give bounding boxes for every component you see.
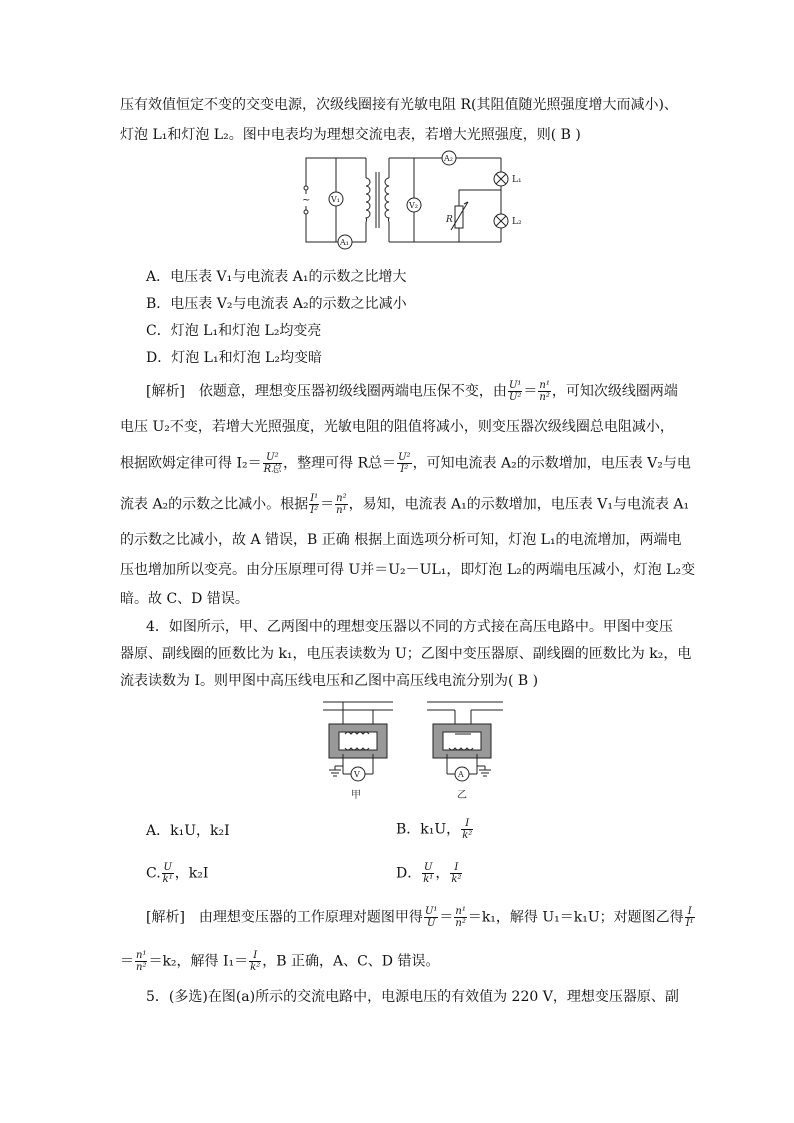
fraction: $\frac{I}{\text{k²}}$	[451, 862, 462, 885]
q4-exp-text: ＝k₂，解得 I₁＝	[148, 953, 249, 970]
q4-transformer-diagrams	[323, 698, 503, 808]
q4-exp-text: [解析] 由理想变压器的工作原理对题图甲得	[146, 909, 423, 926]
figure-yi-label: 乙	[457, 790, 467, 801]
lamp-l1-label: L₁	[512, 175, 522, 185]
jia-voltmeter-label: V	[354, 770, 360, 779]
q3-exp-text: ，易知，电流表 A₁的示数增加，电压表 V₁与电流表 A₁	[348, 496, 690, 513]
q3-explanation-line-6: 压也增加所以变亮。由分压原理可得 U并＝U₂－UL₁，即灯泡 L₂的两端电压减小，灯泡 L₂变	[120, 562, 696, 578]
q4-exp-text: ，B 正确，A、C、D 错误。	[262, 953, 440, 970]
q4-exp-text: ＝	[120, 953, 134, 970]
q4-explanation-line-1: [解析] 由理想变压器的工作原理对题图甲得 $\frac{\text{U¹}}{U}$ ＝ $\frac{\text{n¹}}{\text{n²}}$ ＝k₁，解得 U₁＝k₁U；对题图乙得 $\frac{I}{\text{I¹}}$	[146, 906, 694, 929]
ammeter-a2-label: A₂	[444, 154, 453, 163]
fraction: $\frac{I}{\text{I¹}}$	[685, 906, 694, 929]
q5-stem-line-1: 5．(多选)在图(a)所示的交流电路中，电源电压的有效值为 220 V，理想变压器原、副	[146, 989, 679, 1005]
q3-option-b: B．电压表 V₂与电流表 A₂的示数之比减小	[146, 296, 407, 312]
q4-option-c	[146, 862, 208, 885]
fraction: $\frac{\text{U²}}{\text{I²}}$	[398, 452, 411, 475]
q3-explanation-line-7: 暗。故 C、D 错误。	[120, 591, 249, 607]
q4-option-c-text: C.	[146, 865, 161, 882]
q3-exp-text: 流表 A₂的示数之比减小。根据	[120, 496, 309, 513]
fraction	[162, 862, 174, 885]
fraction: $\frac{\text{I¹}}{\text{I²}}$	[310, 493, 319, 516]
q3-stem-line-2: 灯泡 L₁和灯泡 L₂。图中电表均为理想交流电表，若增大光照强度，则( B )	[120, 127, 581, 143]
q4-option-b-text: B．k₁U，	[396, 821, 461, 838]
voltmeter-v1-label: V₁	[331, 195, 340, 204]
fraction: $\frac{I}{\text{k²}}$	[250, 950, 261, 973]
q4-stem-line-2: 器原、副线圈的匝数比为 k₁，电压表读数为 U；乙图中变压器原、副线圈的匝数比为 k₂，电	[120, 646, 692, 662]
q3-exp-text: [解析] 依题意，理想变压器初级线圈两端电压保不变，由	[146, 383, 507, 400]
fraction: $\frac{\text{U¹}}{U}$	[424, 906, 438, 929]
q4-explanation-line-2	[120, 950, 439, 973]
q3-exp-text: 根据欧姆定律可得 I₂＝	[120, 455, 262, 472]
figure-jia-label: 甲	[351, 790, 361, 801]
fraction-numerator: I	[461, 818, 473, 830]
q4-option-a: A．k₁U，k₂I	[146, 823, 230, 839]
ac-source-label: ~	[302, 195, 311, 206]
q3-explanation-line-2: 电压 U₂不变，若增大光照强度，光敏电阻的阻值将减小，则变压器次级线圈总电阻减小，	[120, 419, 674, 435]
fraction: $\frac{\text{n¹}}{\text{n²}}$	[539, 380, 550, 403]
q4-stem-line-1: 4．如图所示，甲、乙两图中的理想变压器以不同的方式接在高压电路中。甲图中变压	[146, 619, 673, 635]
q4-exp-text: ＝k₁，解得 U₁＝k₁U；对题图乙得	[467, 909, 684, 926]
q3-option-d: D．灯泡 L₁和灯泡 L₂均变暗	[146, 350, 322, 366]
lamp-l2-label: L₂	[512, 217, 522, 227]
ammeter-a1-label: A₁	[340, 238, 349, 247]
q3-stem-line-1: 压有效值恒定不变的交变电源，次级线圈接有光敏电阻 R(其阻值随光照强度增大而减小)、	[120, 97, 678, 113]
resistor-r-label: R	[446, 215, 453, 225]
q3-exp-text: ，可知电流表 A₂的示数增加，电压表 V₂与电	[412, 455, 691, 472]
q3-exp-text: ，可知次级线圈两端	[551, 383, 678, 400]
fraction	[461, 818, 473, 841]
q4-stem-line-3: 流表读数为 I。则甲图中高压线电压和乙图中高压线电流分别为( B )	[120, 673, 539, 689]
fraction: $\frac{\text{n¹}}{\text{n²}}$	[136, 950, 147, 973]
q3-option-c: C．灯泡 L₁和灯泡 L₂均变亮	[146, 323, 322, 339]
q3-explanation-line-1: [解析] 依题意，理想变压器初级线圈两端电压保不变，由 $\frac{\text{U¹}}{\text{U²}}$ ＝ $\frac{\text{n¹}}{\text{n²}}$ ，可知次级线圈两端	[146, 380, 678, 403]
q4-option-c-text: ，k₂I	[174, 865, 209, 882]
fraction-numerator: U	[163, 862, 172, 873]
q3-explanation-line-5: 的示数之比减小，故 A 错误，B 正确 根据上面选项分析可知，灯泡 L₁的电流增加，两端电	[120, 532, 682, 548]
fraction-denominator: k²	[462, 830, 473, 841]
q3-exp-text: ，整理可得 R总＝	[283, 455, 397, 472]
q4-option-d-text: D．	[396, 865, 422, 882]
q3-option-a: A．电压表 V₁与电流表 A₁的示数之比增大	[146, 269, 407, 285]
fraction: $\frac{\text{n¹}}{\text{n²}}$	[455, 906, 466, 929]
q3-explanation-line-3	[120, 452, 691, 475]
fraction: $\frac{U}{\text{k¹}}$	[423, 862, 434, 885]
fraction: $\frac{\text{n²}}{\text{n¹}}$	[336, 493, 347, 516]
yi-ammeter-label: A	[458, 770, 464, 779]
q3-explanation-line-4: 流表 A₂的示数之比减小。根据 $\frac{\text{I¹}}{\text{I²}}$ ＝ $\frac{\text{n²}}{\text{n¹}}$ ，易知，电流表 A₁的示数增加，电压表 V₁与电流表 A₁	[120, 493, 690, 516]
q4-option-b	[396, 818, 474, 841]
fraction: $\frac{\text{U¹}}{\text{U²}}$	[508, 380, 522, 403]
q3-circuit-diagram	[296, 150, 526, 250]
q4-option-d: D． $\frac{U}{\text{k¹}}$ ， $\frac{I}{\text{k²}}$	[396, 862, 462, 885]
fraction: $\frac{\text{U²}}{\text{R总}}$	[263, 452, 282, 475]
fraction-denominator: k¹	[162, 874, 173, 885]
voltmeter-v2-label: V₂	[409, 201, 418, 210]
